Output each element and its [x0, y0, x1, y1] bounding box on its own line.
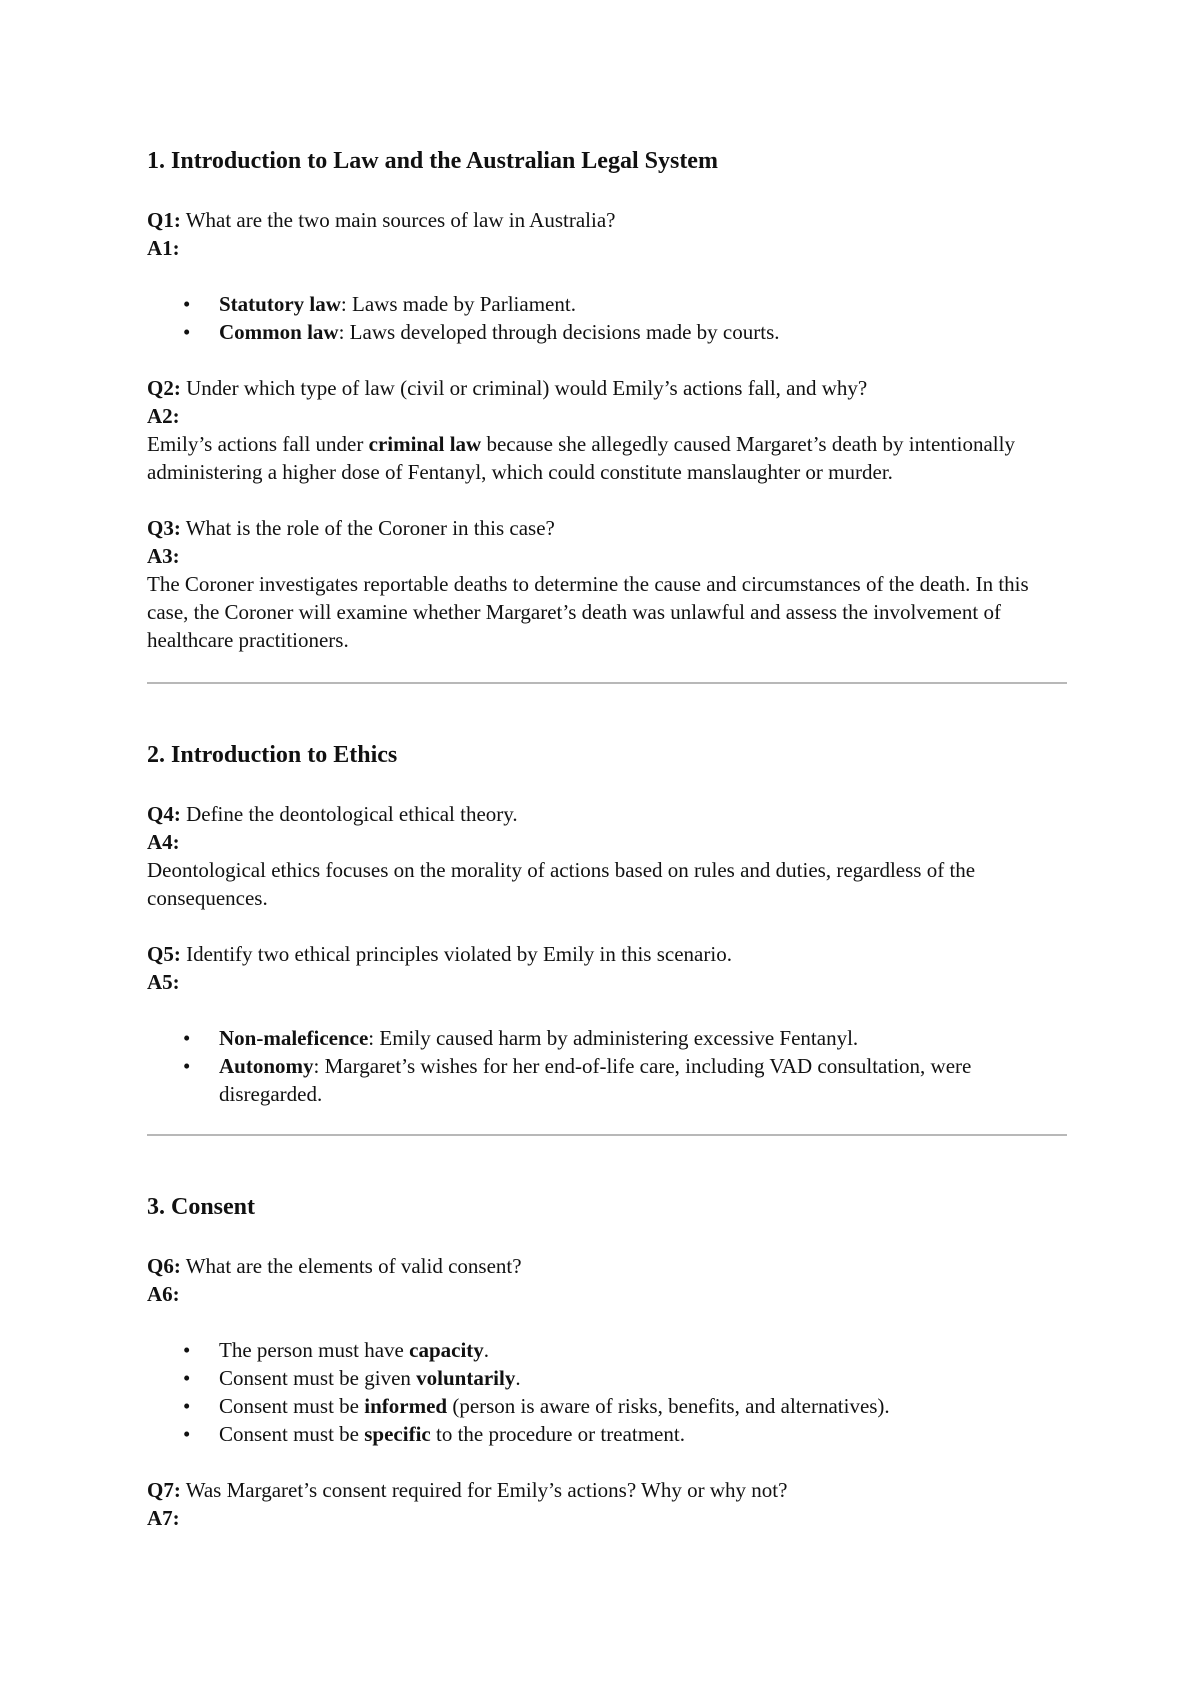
list-item [219, 318, 1067, 346]
question-line [147, 1252, 1067, 1280]
bullet-text: The person must have [219, 1338, 410, 1362]
qa-q6 [147, 1252, 1067, 1448]
answer-label: A4: [147, 830, 180, 854]
answer-label: A3: [147, 544, 180, 568]
bullet-text: to the procedure or treatment. [430, 1422, 685, 1446]
answer-list [147, 1336, 1067, 1448]
question-label: Q4: [147, 802, 181, 826]
question-label: Q1: [147, 208, 181, 232]
question-line [147, 374, 1067, 402]
bullet-text: : Emily caused harm by administering excessive Fentanyl. [368, 1026, 859, 1050]
bullet-text: : Margaret’s wishes for her end-of-life care, including VAD consultation, were disregarded. [219, 1054, 972, 1106]
question-label: Q5: [147, 942, 181, 966]
bullet-term: Non-maleficence [219, 1026, 369, 1050]
answer-text-part: Emily’s actions fall under [147, 432, 369, 456]
question-text: Identify two ethical principles violated by Emily in this scenario. [180, 942, 732, 966]
bullet-term: Autonomy [219, 1054, 314, 1078]
bullet-term: Statutory law [219, 292, 341, 316]
question-line [147, 800, 1067, 828]
answer-label: A2: [147, 404, 180, 428]
question-text: What are the elements of valid consent? [180, 1254, 522, 1278]
section-divider [147, 682, 1067, 684]
question-text: Define the deontological ethical theory. [180, 802, 518, 826]
bullet-text: Consent must be given [219, 1366, 417, 1390]
answer-label: A5: [147, 970, 180, 994]
question-line [147, 1476, 1067, 1504]
section-heading-law: 1. Introduction to Law and the Australian Legal System [147, 148, 718, 174]
answer-text [147, 430, 1067, 486]
list-item [219, 1052, 1067, 1108]
bullet-term: Common law [219, 320, 339, 344]
bullet-term: informed [364, 1394, 448, 1418]
bullet-text: Consent must be [219, 1394, 365, 1418]
question-text: Was Margaret’s consent required for Emily’s actions? Why or why not? [180, 1478, 788, 1502]
bullet-term: specific [364, 1422, 431, 1446]
qa-q3 [147, 514, 1067, 654]
question-text: What are the two main sources of law in Australia? [180, 208, 616, 232]
bullet-text: : Laws developed through decisions made by courts. [338, 320, 780, 344]
bullet-term: voluntarily [416, 1366, 516, 1390]
answer-text: The Coroner investigates reportable deaths to determine the cause and circumstances of the death. In this case, the Coroner will examine whether Margaret’s death was unlawful and assess the involvement of healthcare practitioners. [147, 572, 1029, 652]
answer-list [147, 290, 1067, 346]
qa-q7 [147, 1476, 1067, 1532]
list-item [219, 1420, 1067, 1448]
list-item [219, 1336, 1067, 1364]
answer-text-part: because she allegedly caused Margaret’s death by intentionally administering a higher dose of Fentanyl, which could constitute manslaughter or murder. [147, 432, 1015, 484]
answer-emphasis: criminal law [368, 432, 482, 456]
question-label: Q6: [147, 1254, 181, 1278]
qa-q1 [147, 206, 1067, 346]
bullet-text: . [515, 1366, 521, 1390]
question-label: Q2: [147, 376, 181, 400]
bullet-text: (person is aware of risks, benefits, and alternatives). [447, 1394, 890, 1418]
question-line [147, 514, 1067, 542]
question-line [147, 940, 1067, 968]
question-label: Q3: [147, 516, 181, 540]
section-heading-consent: 3. Consent [147, 1194, 256, 1220]
list-item [219, 1364, 1067, 1392]
bullet-text: Consent must be [219, 1422, 365, 1446]
question-label: Q7: [147, 1478, 181, 1502]
question-text: What is the role of the Coroner in this case? [180, 516, 555, 540]
answer-label: A1: [147, 236, 180, 260]
bullet-term: capacity [409, 1338, 484, 1362]
question-line [147, 206, 1067, 234]
document-body [147, 146, 1067, 1560]
list-item [219, 1024, 1067, 1052]
bullet-text: . [483, 1338, 490, 1362]
answer-label: A6: [147, 1282, 180, 1306]
section-divider [147, 1134, 1067, 1136]
question-text: Under which type of law (civil or criminal) would Emily’s actions fall, and why? [180, 376, 868, 400]
bullet-text: : Laws made by Parliament. [340, 292, 576, 316]
answer-label: A7: [147, 1506, 180, 1530]
qa-q2 [147, 374, 1067, 486]
qa-q4 [147, 800, 1067, 912]
answer-text: Deontological ethics focuses on the morality of actions based on rules and duties, regardless of the consequences. [147, 858, 976, 910]
list-item [219, 1392, 1067, 1420]
section-heading-ethics: 2. Introduction to Ethics [147, 742, 398, 768]
list-item [219, 290, 1067, 318]
answer-list [147, 1024, 1067, 1108]
qa-q5 [147, 940, 1067, 1108]
